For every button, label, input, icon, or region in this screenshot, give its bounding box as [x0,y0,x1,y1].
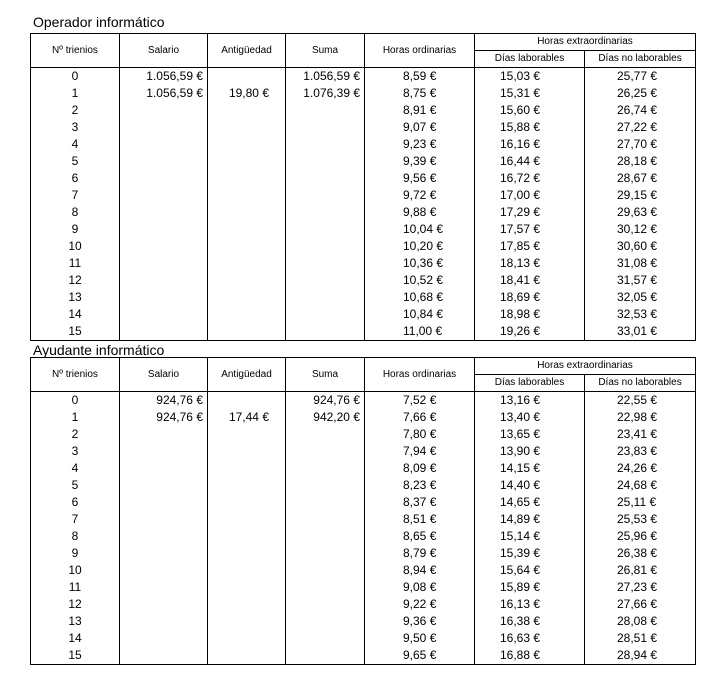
cell-horas-ordinarias: 8,91 € [365,102,475,119]
table-row [31,68,696,86]
cell-dias-no-laborables: 27,22 € [585,119,696,136]
cell-horas-ordinarias: 9,39 € [365,153,475,170]
cell-horas-ordinarias: 7,52 € [365,392,475,410]
table-row [31,204,696,221]
header-trienios: Nº trienios [31,358,120,392]
cell-horas-ordinarias: 8,37 € [365,494,475,511]
cell-suma [286,494,365,511]
cell-suma [286,170,365,187]
table-row [31,102,696,119]
cell-horas-ordinarias: 9,07 € [365,119,475,136]
cell-trienios: 8 [31,528,120,545]
cell-dias-laborables: 18,41 € [475,272,585,289]
cell-horas-ordinarias: 7,66 € [365,409,475,426]
cell-horas-ordinarias: 9,65 € [365,647,475,665]
cell-salario [120,477,208,494]
cell-dias-laborables: 14,40 € [475,477,585,494]
cell-antiguedad [208,323,286,341]
cell-dias-no-laborables: 32,53 € [585,306,696,323]
cell-trienios: 1 [31,409,120,426]
cell-horas-ordinarias: 7,80 € [365,426,475,443]
cell-trienios: 2 [31,102,120,119]
cell-antiguedad [208,630,286,647]
cell-antiguedad [208,136,286,153]
cell-antiguedad [208,579,286,596]
cell-dias-laborables: 16,88 € [475,647,585,665]
cell-dias-laborables: 13,90 € [475,443,585,460]
cell-antiguedad [208,306,286,323]
table-row [31,187,696,204]
cell-dias-laborables: 15,64 € [475,562,585,579]
cell-trienios: 1 [31,85,120,102]
header-antiguedad: Antigüedad [208,358,286,392]
cell-horas-ordinarias: 8,59 € [365,68,475,86]
cell-suma [286,511,365,528]
cell-suma [286,613,365,630]
cell-dias-no-laborables: 22,55 € [585,392,696,410]
cell-dias-no-laborables: 29,15 € [585,187,696,204]
cell-salario [120,102,208,119]
cell-dias-no-laborables: 27,66 € [585,596,696,613]
cell-trienios: 11 [31,255,120,272]
cell-trienios: 4 [31,460,120,477]
cell-trienios: 9 [31,545,120,562]
cell-salario [120,545,208,562]
cell-salario [120,562,208,579]
cell-trienios: 7 [31,187,120,204]
cell-antiguedad [208,647,286,665]
cell-antiguedad [208,613,286,630]
table-row [31,477,696,494]
table-row [31,392,696,410]
cell-dias-laborables: 15,89 € [475,579,585,596]
cell-salario [120,153,208,170]
cell-salario [120,204,208,221]
cell-salario [120,528,208,545]
cell-antiguedad [208,255,286,272]
cell-dias-laborables: 15,39 € [475,545,585,562]
cell-trienios: 12 [31,596,120,613]
cell-salario [120,323,208,341]
cell-horas-ordinarias: 7,94 € [365,443,475,460]
cell-dias-no-laborables: 30,12 € [585,221,696,238]
cell-salario [120,426,208,443]
cell-suma [286,460,365,477]
cell-dias-laborables: 13,40 € [475,409,585,426]
cell-trienios: 11 [31,579,120,596]
cell-trienios: 13 [31,289,120,306]
cell-suma [286,579,365,596]
header-horas-extraordinarias: Horas extraordinarias [475,34,696,51]
cell-suma [286,187,365,204]
cell-trienios: 12 [31,272,120,289]
cell-dias-no-laborables: 32,05 € [585,289,696,306]
cell-horas-ordinarias: 8,09 € [365,460,475,477]
cell-antiguedad [208,494,286,511]
cell-trienios: 5 [31,153,120,170]
cell-dias-laborables: 17,29 € [475,204,585,221]
cell-dias-no-laborables: 28,67 € [585,170,696,187]
cell-horas-ordinarias: 8,75 € [365,85,475,102]
cell-salario: 924,76 € [120,392,208,410]
cell-antiguedad [208,102,286,119]
cell-dias-no-laborables: 26,25 € [585,85,696,102]
cell-horas-ordinarias: 8,79 € [365,545,475,562]
header-horas-ordinarias: Horas ordinarias [365,358,475,392]
cell-salario [120,306,208,323]
cell-suma: 942,20 € [286,409,365,426]
table-row [31,153,696,170]
cell-trienios: 9 [31,221,120,238]
cell-salario [120,187,208,204]
table-row [31,119,696,136]
cell-antiguedad [208,187,286,204]
table-row [31,409,696,426]
cell-suma [286,562,365,579]
cell-trienios: 5 [31,477,120,494]
cell-trienios: 6 [31,494,120,511]
cell-trienios: 15 [31,647,120,665]
cell-dias-no-laborables: 28,18 € [585,153,696,170]
cell-dias-laborables: 14,89 € [475,511,585,528]
table-row [31,323,696,341]
cell-antiguedad [208,477,286,494]
cell-suma [286,443,365,460]
cell-suma [286,102,365,119]
header-antiguedad: Antigüedad [208,34,286,68]
header-suma: Suma [286,358,365,392]
cell-dias-laborables: 18,13 € [475,255,585,272]
cell-trienios: 3 [31,443,120,460]
cell-trienios: 0 [31,68,120,86]
cell-salario [120,443,208,460]
cell-dias-laborables: 13,16 € [475,392,585,410]
cell-dias-laborables: 14,15 € [475,460,585,477]
cell-salario [120,596,208,613]
cell-antiguedad [208,204,286,221]
cell-trienios: 0 [31,392,120,410]
cell-horas-ordinarias: 10,84 € [365,306,475,323]
cell-suma [286,255,365,272]
cell-horas-ordinarias: 8,94 € [365,562,475,579]
cell-suma [286,204,365,221]
cell-salario: 924,76 € [120,409,208,426]
table-row [31,545,696,562]
cell-salario [120,579,208,596]
cell-dias-no-laborables: 23,83 € [585,443,696,460]
cell-salario [120,613,208,630]
cell-trienios: 10 [31,562,120,579]
table-row [31,221,696,238]
cell-suma [286,647,365,665]
cell-suma [286,306,365,323]
header-dias-no-laborables: Días no laborables [585,375,696,392]
table-row [31,630,696,647]
cell-suma [286,630,365,647]
table-row [31,613,696,630]
cell-dias-laborables: 15,03 € [475,68,585,86]
cell-salario [120,272,208,289]
cell-trienios: 14 [31,630,120,647]
cell-suma: 924,76 € [286,392,365,410]
table-row [31,579,696,596]
cell-dias-no-laborables: 26,38 € [585,545,696,562]
cell-dias-laborables: 15,14 € [475,528,585,545]
cell-trienios: 3 [31,119,120,136]
cell-dias-no-laborables: 28,94 € [585,647,696,665]
table-row [31,238,696,255]
cell-antiguedad [208,528,286,545]
table-row [31,528,696,545]
cell-salario [120,255,208,272]
cell-antiguedad [208,153,286,170]
cell-dias-no-laborables: 26,81 € [585,562,696,579]
cell-suma [286,272,365,289]
cell-horas-ordinarias: 10,20 € [365,238,475,255]
cell-suma [286,119,365,136]
table-row [31,596,696,613]
cell-dias-no-laborables: 31,57 € [585,272,696,289]
cell-suma [286,426,365,443]
cell-dias-no-laborables: 31,08 € [585,255,696,272]
cell-dias-no-laborables: 24,26 € [585,460,696,477]
cell-dias-laborables: 13,65 € [475,426,585,443]
table-row [31,562,696,579]
header-salario: Salario [120,34,208,68]
cell-dias-no-laborables: 28,51 € [585,630,696,647]
cell-dias-laborables: 14,65 € [475,494,585,511]
cell-dias-laborables: 17,57 € [475,221,585,238]
cell-dias-laborables: 15,60 € [475,102,585,119]
cell-dias-no-laborables: 24,68 € [585,477,696,494]
cell-salario [120,238,208,255]
cell-suma [286,545,365,562]
cell-dias-laborables: 19,26 € [475,323,585,341]
cell-suma [286,596,365,613]
cell-suma [286,221,365,238]
table-row [31,136,696,153]
cell-suma [286,528,365,545]
cell-trienios: 2 [31,426,120,443]
cell-horas-ordinarias: 8,23 € [365,477,475,494]
cell-antiguedad [208,596,286,613]
table-row [31,460,696,477]
section-title-operador: Operador informático [33,14,165,30]
cell-suma [286,153,365,170]
cell-dias-laborables: 16,44 € [475,153,585,170]
table-row [31,647,696,665]
cell-trienios: 13 [31,613,120,630]
cell-antiguedad: 17,44 € [208,409,286,426]
header-dias-laborables: Días laborables [475,51,585,68]
cell-dias-no-laborables: 27,23 € [585,579,696,596]
cell-horas-ordinarias: 11,00 € [365,323,475,341]
cell-antiguedad [208,289,286,306]
cell-antiguedad [208,392,286,410]
cell-antiguedad [208,426,286,443]
cell-dias-laborables: 18,69 € [475,289,585,306]
cell-dias-no-laborables: 25,96 € [585,528,696,545]
table-row [31,85,696,102]
cell-horas-ordinarias: 10,68 € [365,289,475,306]
cell-horas-ordinarias: 10,04 € [365,221,475,238]
section-title-ayudante: Ayudante informático [33,342,165,358]
cell-suma [286,136,365,153]
cell-trienios: 14 [31,306,120,323]
cell-dias-no-laborables: 25,11 € [585,494,696,511]
cell-antiguedad [208,221,286,238]
cell-dias-laborables: 17,00 € [475,187,585,204]
cell-salario [120,647,208,665]
cell-antiguedad [208,460,286,477]
salary-table-operador [30,33,696,341]
cell-trienios: 4 [31,136,120,153]
cell-dias-laborables: 16,72 € [475,170,585,187]
cell-suma [286,238,365,255]
cell-dias-no-laborables: 22,98 € [585,409,696,426]
cell-dias-laborables: 18,98 € [475,306,585,323]
header-horas-extraordinarias: Horas extraordinarias [475,358,696,375]
cell-dias-laborables: 16,16 € [475,136,585,153]
header-dias-no-laborables: Días no laborables [585,51,696,68]
cell-horas-ordinarias: 9,23 € [365,136,475,153]
cell-antiguedad [208,511,286,528]
cell-salario [120,221,208,238]
table-row [31,170,696,187]
cell-dias-no-laborables: 33,01 € [585,323,696,341]
cell-dias-no-laborables: 27,70 € [585,136,696,153]
cell-antiguedad [208,170,286,187]
cell-dias-laborables: 15,88 € [475,119,585,136]
cell-antiguedad [208,545,286,562]
cell-salario: 1.056,59 € [120,85,208,102]
table-row [31,494,696,511]
cell-dias-laborables: 16,13 € [475,596,585,613]
table-row [31,443,696,460]
cell-trienios: 8 [31,204,120,221]
table-row [31,255,696,272]
cell-horas-ordinarias: 10,36 € [365,255,475,272]
cell-horas-ordinarias: 9,22 € [365,596,475,613]
table-row [31,289,696,306]
header-dias-laborables: Días laborables [475,375,585,392]
cell-trienios: 6 [31,170,120,187]
cell-salario [120,136,208,153]
table-row [31,306,696,323]
header-salario: Salario [120,358,208,392]
cell-antiguedad [208,443,286,460]
cell-antiguedad [208,238,286,255]
cell-horas-ordinarias: 8,51 € [365,511,475,528]
cell-dias-no-laborables: 26,74 € [585,102,696,119]
cell-salario [120,460,208,477]
cell-suma [286,323,365,341]
header-horas-ordinarias: Horas ordinarias [365,34,475,68]
cell-dias-no-laborables: 25,53 € [585,511,696,528]
cell-salario [120,494,208,511]
cell-dias-laborables: 16,38 € [475,613,585,630]
header-trienios: Nº trienios [31,34,120,68]
cell-salario [120,119,208,136]
table-row [31,426,696,443]
cell-dias-no-laborables: 28,08 € [585,613,696,630]
cell-antiguedad: 19,80 € [208,85,286,102]
cell-trienios: 10 [31,238,120,255]
salary-table-ayudante [30,357,696,665]
cell-antiguedad [208,68,286,86]
cell-horas-ordinarias: 9,72 € [365,187,475,204]
header-suma: Suma [286,34,365,68]
cell-suma: 1.056,59 € [286,68,365,86]
cell-trienios: 7 [31,511,120,528]
cell-dias-laborables: 16,63 € [475,630,585,647]
cell-horas-ordinarias: 10,52 € [365,272,475,289]
cell-horas-ordinarias: 8,65 € [365,528,475,545]
cell-salario: 1.056,59 € [120,68,208,86]
cell-suma [286,289,365,306]
cell-dias-laborables: 15,31 € [475,85,585,102]
cell-horas-ordinarias: 9,36 € [365,613,475,630]
cell-suma: 1.076,39 € [286,85,365,102]
cell-dias-no-laborables: 25,77 € [585,68,696,86]
cell-antiguedad [208,562,286,579]
cell-dias-laborables: 17,85 € [475,238,585,255]
cell-salario [120,511,208,528]
cell-salario [120,170,208,187]
cell-dias-no-laborables: 29,63 € [585,204,696,221]
cell-horas-ordinarias: 9,50 € [365,630,475,647]
cell-dias-no-laborables: 30,60 € [585,238,696,255]
cell-trienios: 15 [31,323,120,341]
cell-suma [286,477,365,494]
cell-horas-ordinarias: 9,08 € [365,579,475,596]
cell-horas-ordinarias: 9,88 € [365,204,475,221]
cell-antiguedad [208,272,286,289]
cell-salario [120,289,208,306]
cell-salario [120,630,208,647]
cell-antiguedad [208,119,286,136]
cell-dias-no-laborables: 23,41 € [585,426,696,443]
cell-horas-ordinarias: 9,56 € [365,170,475,187]
table-row [31,272,696,289]
table-row [31,511,696,528]
